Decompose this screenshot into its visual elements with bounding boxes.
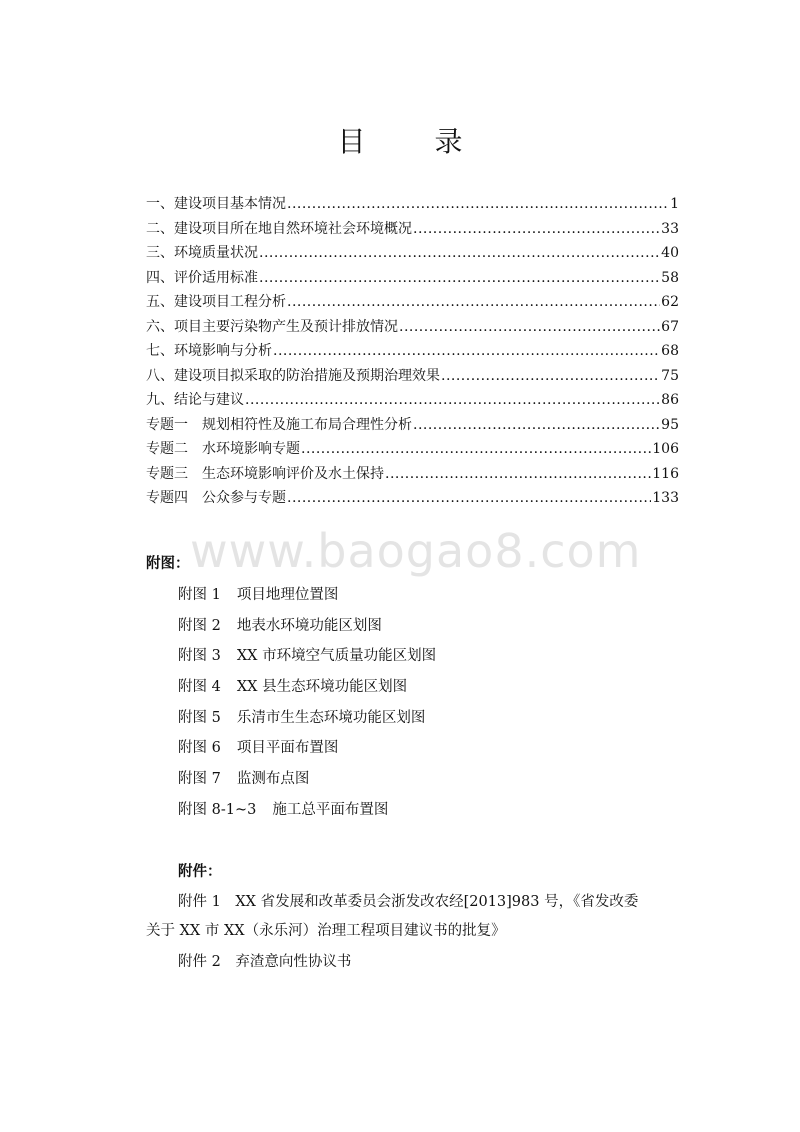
toc-leader [385,466,651,482]
toc-entry[interactable] [146,438,679,463]
toc-entry[interactable] [146,218,679,243]
attachment-1-line-1 [178,890,638,911]
toc-leader [441,368,660,384]
toc-leader [259,245,660,261]
toc-entry-page: 116 [652,465,679,482]
attachment-2 [178,950,351,971]
attachment-1-text-continued: 关于 XX 市 XX（永乐河）治理工程项目建议书的批复》 [146,923,506,939]
toc-entry-page: 106 [652,441,679,457]
toc-entry-page: 86 [661,392,679,408]
figure-item [178,706,436,737]
toc-entry[interactable] [146,389,679,414]
attachment-1-line-2 [146,919,506,940]
figure-item [178,767,436,798]
toc-entry[interactable] [146,193,679,218]
toc-leader [399,319,660,335]
figure-name: 乐清市生生态环境功能区划图 [236,709,426,726]
toc-leader [245,392,660,408]
toc-leader [287,196,669,212]
figure-item [178,736,436,767]
toc-entry[interactable] [146,242,679,267]
attachments-heading: 附件： [178,863,222,880]
attachment-2-text: 附件 2 弃渣意向性协议书 [178,954,352,970]
figure-number: 附图 7 [178,771,221,788]
figure-number: 附图 2 [178,617,221,634]
attachment-1-text: 附件 1 XX 省发展和改革委员会浙发改农经[2013]983 号，《省发改委 [178,894,639,910]
toc-entry-label: 二、建设项目所在地自然环境社会环境概况 [146,220,412,237]
toc-entry-page: 75 [661,367,679,384]
toc-entry-page: 58 [661,269,679,286]
figure-name: 地表水环境功能区划图 [236,617,382,634]
toc-entry-page: 62 [661,294,679,310]
toc-entry-page: 68 [661,343,679,359]
figure-item [178,798,436,829]
figure-item [178,583,436,614]
toc-entry[interactable] [146,463,679,488]
toc-entry-label: 八、建设项目拟采取的防治措施及预期治理效果 [146,367,440,384]
toc-entry-label: 三、环境质量状况 [146,245,258,261]
toc-entry[interactable] [146,414,679,439]
toc-entry[interactable] [146,267,679,292]
toc-entry-label: 九、结论与建议 [146,392,244,408]
toc-entry-page: 133 [652,490,679,506]
toc-entry-page: 1 [670,196,679,212]
figure-name: 项目平面布置图 [236,740,339,757]
figures-list [178,583,436,829]
figure-item [178,644,436,675]
figure-number: 附图 3 [178,648,221,665]
toc-leader [287,490,651,506]
toc-entry-page: 40 [661,245,679,261]
toc-entry-page: 33 [661,220,679,237]
toc-entry-label: 专题二 水环境影响专题 [146,441,300,457]
figure-number: 附图 8-1~3 [178,801,257,818]
toc-entry-label: 专题四 公众参与专题 [146,490,286,506]
toc-entry-label: 四、评价适用标准 [146,269,258,286]
figure-name: 监测布点图 [236,771,310,788]
figure-number: 附图 5 [178,709,221,726]
toc-entry-label: 专题一 规划相符性及施工布局合理性分析 [146,416,412,433]
toc-entry[interactable] [146,487,679,512]
figure-name: XX 市环境空气质量功能区划图 [236,648,437,665]
toc-entry-page: 67 [661,318,679,335]
figure-number: 附图 1 [178,587,221,603]
toc-entry-label: 一、建设项目基本情况 [146,196,286,212]
toc-entry[interactable] [146,340,679,365]
figure-name: XX 县生态环境功能区划图 [236,679,408,696]
figure-name: 项目地理位置图 [236,587,339,603]
watermark: www.baogao8.com [190,524,642,578]
toc-leader [287,294,660,310]
page-title: 目 录 [337,125,493,158]
toc-entry-label: 六、项目主要污染物产生及预计排放情况 [146,318,398,335]
toc-leader [301,441,651,457]
figure-item [178,675,436,706]
toc-leader [413,417,660,433]
figure-number: 附图 4 [178,679,221,696]
figure-item [178,614,436,645]
toc-entry[interactable] [146,365,679,390]
toc-leader [259,270,660,286]
toc-leader [413,221,660,237]
toc-leader [273,343,660,359]
toc-entry-label: 七、环境影响与分析 [146,343,272,359]
figure-name: 施工总平面布置图 [272,801,389,818]
table-of-contents [146,193,679,512]
toc-entry-label: 五、建设项目工程分析 [146,294,286,310]
toc-entry[interactable] [146,291,679,316]
figure-number: 附图 6 [178,740,221,757]
toc-entry-label: 专题三 生态环境影响评价及水土保持 [146,465,384,482]
toc-entry-page: 95 [661,416,679,433]
figures-heading: 附图： [146,555,190,572]
toc-entry[interactable] [146,316,679,341]
